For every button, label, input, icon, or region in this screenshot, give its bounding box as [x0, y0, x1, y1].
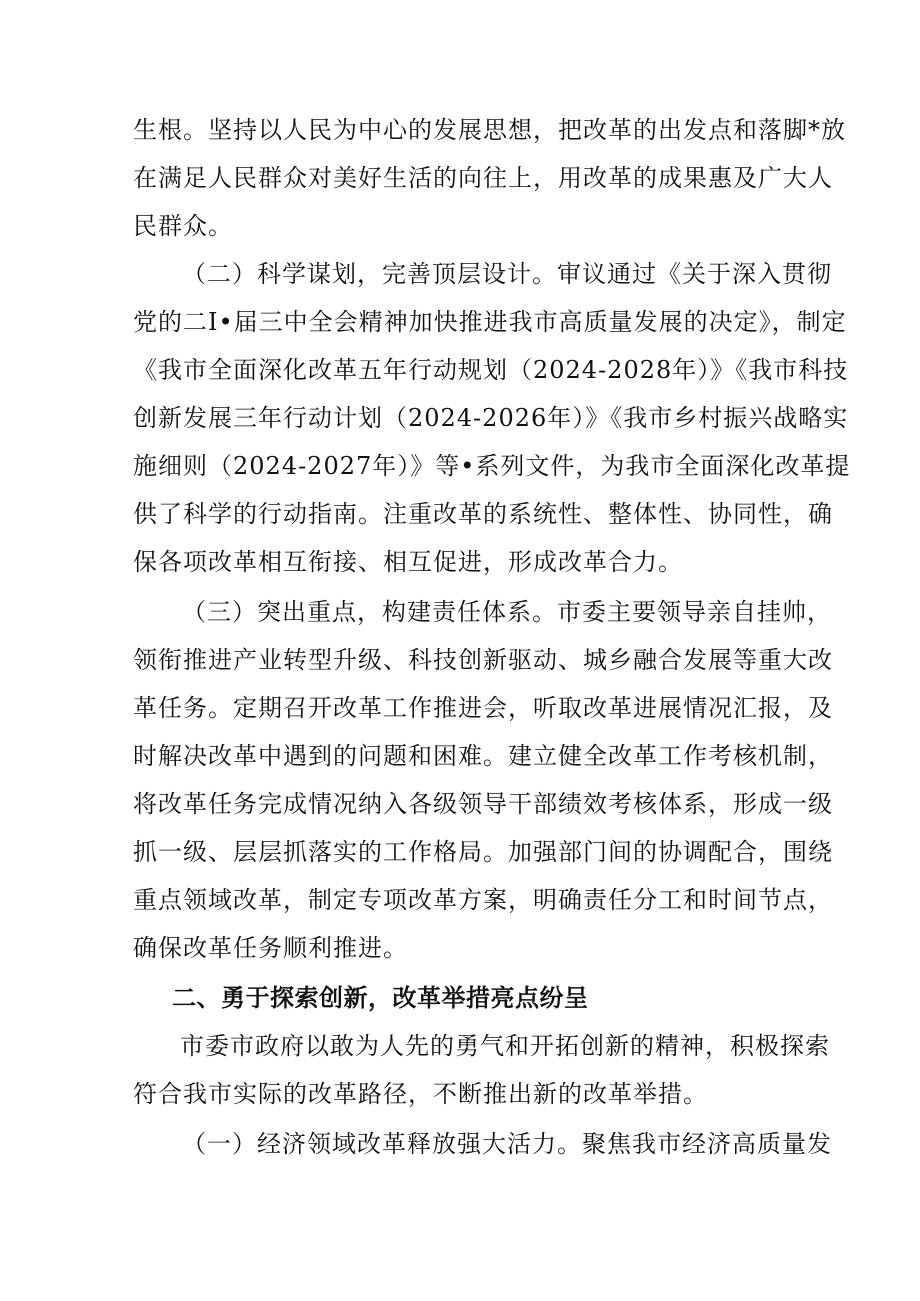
text-line-17: 重点领域改革，制定专项改革方案，明确责任分工和时间节点， — [133, 886, 833, 914]
text-line-20: 市委市政府以敢为人先的勇气和开拓创新的精神，积极探索 — [180, 1032, 830, 1060]
text-line-13: 革任务。定期召开改革工作推进会，听取改革进展情况汇报，及 — [133, 694, 833, 722]
text-line-10: 保各项改革相互衔接、相互促进，形成改革合力。 — [133, 548, 683, 576]
text-line-12: 领衔推进产业转型升级、科技创新驱动、城乡融合发展等重大改 — [133, 646, 833, 674]
text-line-3: 民群众。 — [133, 212, 233, 240]
text-line-2: 在满足人民群众对美好生活的向往上，用改革的成果惠及广大人 — [133, 164, 833, 192]
text-line-22: （一）经济领域改革释放强大活力。聚焦我市经济高质量发 — [182, 1130, 832, 1158]
text-line-21: 符合我市实际的改革路径，不断推出新的改革举措。 — [133, 1080, 708, 1108]
text-line-11: （三）突出重点，构建责任体系。市委主要领导亲自挂帅， — [182, 598, 832, 626]
text-line-6: 《我市全面深化改革五年行动规划（2024-2028年）》《我市科技 — [133, 356, 849, 384]
text-line-14: 时解决改革中遇到的问题和困难。建立健全改革工作考核机制， — [133, 742, 833, 770]
section-heading: 二、勇于探索创新，改革举措亮点纷呈 — [172, 984, 589, 1012]
text-line-16: 抓一级、层层抓落实的工作格局。加强部门间的协调配合，围绕 — [133, 838, 833, 866]
text-line-1: 生根。坚持以人民为中心的发展思想，把改革的出发点和落脚*放 — [133, 116, 846, 144]
text-line-15: 将改革任务完成情况纳入各级领导干部绩效考核体系，形成一级 — [133, 790, 833, 818]
text-line-5: 党的二I•届三中全会精神加快推进我市高质量发展的决定》，制定 — [133, 308, 847, 336]
text-line-4: （二）科学谋划，完善顶层设计。审议通过《关于深入贯彻 — [182, 260, 832, 288]
text-line-7: 创新发展三年行动计划（2024-2026年）》《我市乡村振兴战略实 — [133, 404, 849, 432]
text-line-9: 供了科学的行动指南。注重改革的系统性、整体性、协同性，确 — [133, 500, 833, 528]
text-line-18: 确保改革任务顺利推进。 — [133, 934, 408, 962]
text-line-8: 施细则（2024-2027年）》等•系列文件，为我市全面深化改革提 — [133, 452, 851, 480]
